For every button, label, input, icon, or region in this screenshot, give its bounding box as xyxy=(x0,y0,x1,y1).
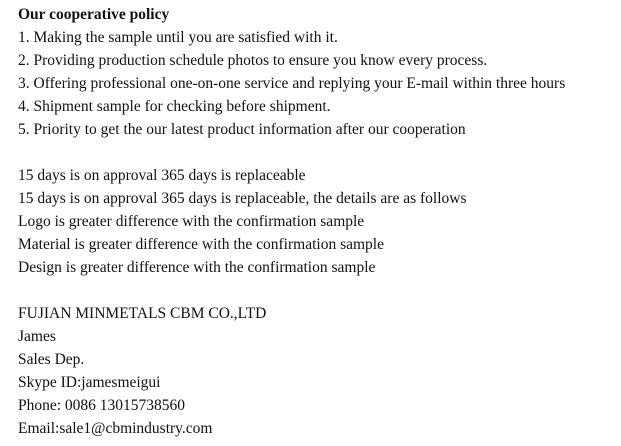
policy-item-3: 3. Offering professional one-on-one service and replying your E-mail within three hours xyxy=(18,75,566,92)
company-name: FUJIAN MINMETALS CBM CO.,LTD xyxy=(18,305,267,322)
terms-line-1: 15 days is on approval 365 days is replaceable xyxy=(18,167,306,184)
policy-item-4: 4. Shipment sample for checking before shipment. xyxy=(18,98,331,115)
section-spacer xyxy=(18,279,618,302)
policy-item-2: 2. Providing production schedule photos to ensure you know every process. xyxy=(18,52,488,69)
contact-name: James xyxy=(18,328,56,345)
terms-line-2: 15 days is on approval 365 days is replaceable, the details are as follows xyxy=(18,190,467,207)
terms-line-logo: Logo is greater difference with the confirmation sample xyxy=(18,213,365,230)
contact-phone: Phone: 0086 13015738560 xyxy=(18,397,186,414)
terms-line-design: Design is greater difference with the confirmation sample xyxy=(18,259,376,276)
contact-department: Sales Dep. xyxy=(18,351,85,368)
policy-heading: Our cooperative policy xyxy=(18,6,170,23)
terms-line-material: Material is greater difference with the confirmation sample xyxy=(18,236,384,253)
contact-email: Email:sale1@cbmindustry.com xyxy=(18,420,213,437)
policy-item-1: 1. Making the sample until you are satisfied with it. xyxy=(18,29,338,46)
document-body xyxy=(18,3,618,440)
policy-item-5: 5. Priority to get the our latest product information after our cooperation xyxy=(18,121,466,138)
section-spacer xyxy=(18,141,618,164)
contact-skype: Skype ID:jamesmeigui xyxy=(18,374,161,391)
